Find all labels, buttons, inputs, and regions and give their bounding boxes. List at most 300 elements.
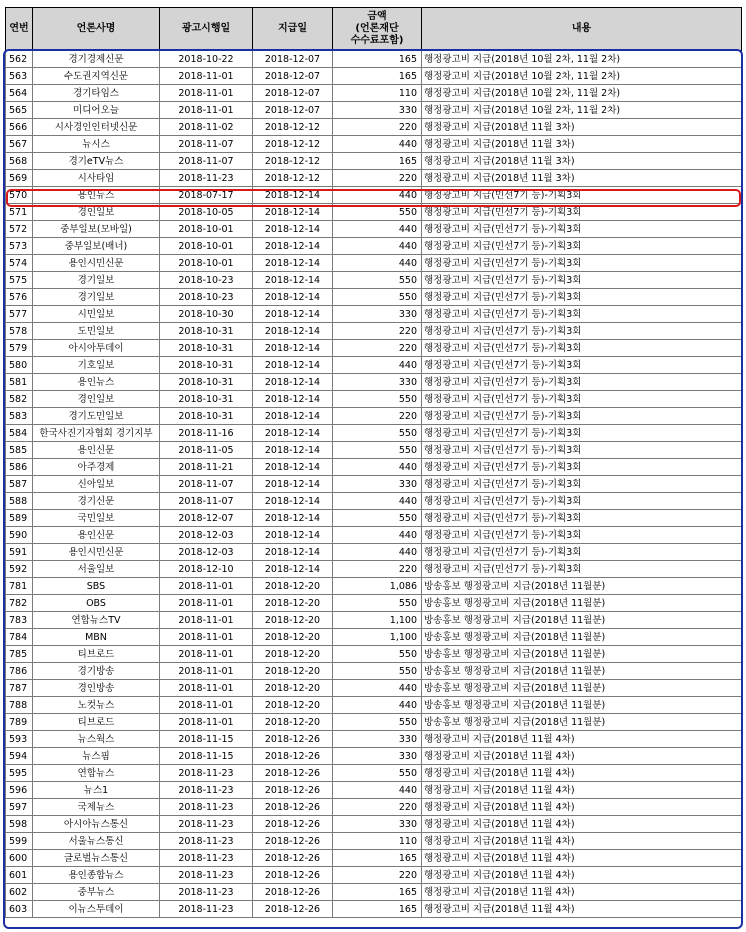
cell-no: 597 <box>6 799 33 816</box>
cell-no: 789 <box>6 714 33 731</box>
cell-amount: 110 <box>333 85 422 102</box>
cell-amount: 440 <box>333 136 422 153</box>
table-row <box>6 799 742 816</box>
cell-amount: 550 <box>333 204 422 221</box>
cell-amount: 550 <box>333 646 422 663</box>
cell-description: 행정광고비 지급(민선7기 등)-기획3회 <box>422 272 742 289</box>
cell-description: 행정광고비 지급(민선7기 등)-기획3회 <box>422 221 742 238</box>
cell-description: 행정광고비 지급(민선7기 등)-기획3회 <box>422 391 742 408</box>
cell-ad-date: 2018-11-01 <box>160 697 253 714</box>
cell-no: 786 <box>6 663 33 680</box>
cell-description: 행정광고비 지급(2018년 11월 4차) <box>422 731 742 748</box>
cell-media-name: 티브로드 <box>33 646 160 663</box>
cell-description: 행정광고비 지급(민선7기 등)-기획3회 <box>422 306 742 323</box>
cell-amount: 330 <box>333 306 422 323</box>
cell-ad-date: 2018-10-31 <box>160 323 253 340</box>
cell-media-name: 아시아투데이 <box>33 340 160 357</box>
cell-pay-date: 2018-12-14 <box>253 391 333 408</box>
cell-ad-date: 2018-11-01 <box>160 612 253 629</box>
cell-amount: 165 <box>333 901 422 918</box>
cell-no: 787 <box>6 680 33 697</box>
cell-description: 행정광고비 지급(민선7기 등)-기획3회 <box>422 255 742 272</box>
cell-media-name: 용인뉴스 <box>33 187 160 204</box>
cell-amount: 550 <box>333 442 422 459</box>
cell-ad-date: 2018-11-01 <box>160 85 253 102</box>
table-row <box>6 255 742 272</box>
cell-ad-date: 2018-10-23 <box>160 272 253 289</box>
cell-no: 572 <box>6 221 33 238</box>
cell-description: 행정광고비 지급(민선7기 등)-기획3회 <box>422 544 742 561</box>
cell-media-name: OBS <box>33 595 160 612</box>
cell-no: 783 <box>6 612 33 629</box>
table-row <box>6 272 742 289</box>
cell-pay-date: 2018-12-20 <box>253 629 333 646</box>
cell-pay-date: 2018-12-14 <box>253 340 333 357</box>
cell-amount: 1,100 <box>333 629 422 646</box>
cell-description: 행정광고비 지급(민선7기 등)-기획3회 <box>422 527 742 544</box>
cell-media-name: 용인시민신문 <box>33 255 160 272</box>
table-row <box>6 170 742 187</box>
table-row <box>6 561 742 578</box>
cell-pay-date: 2018-12-07 <box>253 51 333 68</box>
table-row <box>6 153 742 170</box>
cell-amount: 165 <box>333 51 422 68</box>
cell-description: 행정광고비 지급(민선7기 등)-기획3회 <box>422 340 742 357</box>
table-row <box>6 901 742 918</box>
cell-description: 방송홍보 행정광고비 지급(2018년 11월분) <box>422 663 742 680</box>
table-row <box>6 816 742 833</box>
cell-pay-date: 2018-12-12 <box>253 153 333 170</box>
cell-media-name: 티브로드 <box>33 714 160 731</box>
cell-amount: 220 <box>333 561 422 578</box>
table-row <box>6 459 742 476</box>
cell-amount: 440 <box>333 187 422 204</box>
table-row <box>6 629 742 646</box>
cell-no: 782 <box>6 595 33 612</box>
cell-media-name: MBN <box>33 629 160 646</box>
cell-pay-date: 2018-12-14 <box>253 527 333 544</box>
cell-no: 603 <box>6 901 33 918</box>
cell-amount: 1,100 <box>333 612 422 629</box>
cell-ad-date: 2018-10-22 <box>160 51 253 68</box>
cell-amount: 330 <box>333 476 422 493</box>
cell-media-name: 신아일보 <box>33 476 160 493</box>
cell-amount: 550 <box>333 595 422 612</box>
cell-pay-date: 2018-12-14 <box>253 323 333 340</box>
cell-no: 579 <box>6 340 33 357</box>
cell-amount: 440 <box>333 544 422 561</box>
cell-media-name: 경인방송 <box>33 680 160 697</box>
table-row <box>6 306 742 323</box>
cell-ad-date: 2018-11-23 <box>160 782 253 799</box>
cell-ad-date: 2018-10-01 <box>160 255 253 272</box>
cell-ad-date: 2018-11-15 <box>160 731 253 748</box>
table-row <box>6 425 742 442</box>
cell-ad-date: 2018-11-01 <box>160 68 253 85</box>
cell-pay-date: 2018-12-26 <box>253 782 333 799</box>
cell-no: 580 <box>6 357 33 374</box>
cell-pay-date: 2018-12-26 <box>253 731 333 748</box>
cell-no: 593 <box>6 731 33 748</box>
header-ad-date: 광고시행일 <box>160 8 253 51</box>
cell-ad-date: 2018-11-07 <box>160 493 253 510</box>
cell-media-name: 용인뉴스 <box>33 374 160 391</box>
cell-ad-date: 2018-12-03 <box>160 527 253 544</box>
cell-ad-date: 2018-11-01 <box>160 663 253 680</box>
cell-ad-date: 2018-11-23 <box>160 833 253 850</box>
table-row <box>6 68 742 85</box>
cell-pay-date: 2018-12-14 <box>253 476 333 493</box>
cell-ad-date: 2018-12-07 <box>160 510 253 527</box>
cell-media-name: 수도권지역신문 <box>33 68 160 85</box>
header-media: 언론사명 <box>33 8 160 51</box>
cell-media-name: 용인시민신문 <box>33 544 160 561</box>
cell-media-name: 연합뉴스TV <box>33 612 160 629</box>
cell-ad-date: 2018-11-01 <box>160 595 253 612</box>
cell-description: 행정광고비 지급(2018년 10월 2차, 11월 2차) <box>422 85 742 102</box>
table-row <box>6 510 742 527</box>
ad-expense-table <box>5 7 742 918</box>
cell-pay-date: 2018-12-12 <box>253 136 333 153</box>
cell-no: 788 <box>6 697 33 714</box>
cell-ad-date: 2018-12-10 <box>160 561 253 578</box>
cell-media-name: SBS <box>33 578 160 595</box>
cell-description: 행정광고비 지급(민선7기 등)-기획3회 <box>422 289 742 306</box>
cell-ad-date: 2018-11-16 <box>160 425 253 442</box>
table-row <box>6 646 742 663</box>
cell-description: 행정광고비 지급(2018년 11월 4차) <box>422 816 742 833</box>
cell-amount: 110 <box>333 833 422 850</box>
cell-amount: 220 <box>333 170 422 187</box>
cell-description: 행정광고비 지급(민선7기 등)-기획3회 <box>422 561 742 578</box>
cell-amount: 550 <box>333 714 422 731</box>
cell-ad-date: 2018-10-23 <box>160 289 253 306</box>
cell-pay-date: 2018-12-14 <box>253 255 333 272</box>
cell-ad-date: 2018-11-23 <box>160 901 253 918</box>
cell-amount: 330 <box>333 748 422 765</box>
table-row <box>6 238 742 255</box>
cell-ad-date: 2018-11-07 <box>160 136 253 153</box>
cell-ad-date: 2018-11-02 <box>160 119 253 136</box>
cell-no: 565 <box>6 102 33 119</box>
cell-pay-date: 2018-12-14 <box>253 442 333 459</box>
cell-description: 행정광고비 지급(2018년 10월 2차, 11월 2차) <box>422 51 742 68</box>
cell-amount: 550 <box>333 663 422 680</box>
cell-description: 방송홍보 행정광고비 지급(2018년 11월분) <box>422 697 742 714</box>
cell-pay-date: 2018-12-20 <box>253 714 333 731</box>
cell-media-name: 경인일보 <box>33 204 160 221</box>
cell-no: 568 <box>6 153 33 170</box>
cell-description: 행정광고비 지급(민선7기 등)-기획3회 <box>422 476 742 493</box>
cell-no: 567 <box>6 136 33 153</box>
table-row <box>6 748 742 765</box>
table-row <box>6 612 742 629</box>
cell-description: 방송홍보 행정광고비 지급(2018년 11월분) <box>422 646 742 663</box>
cell-media-name: 용인신문 <box>33 442 160 459</box>
cell-no: 592 <box>6 561 33 578</box>
cell-description: 행정광고비 지급(2018년 11월 4차) <box>422 782 742 799</box>
cell-media-name: 경기일보 <box>33 272 160 289</box>
cell-no: 781 <box>6 578 33 595</box>
cell-pay-date: 2018-12-07 <box>253 102 333 119</box>
cell-description: 행정광고비 지급(2018년 11월 4차) <box>422 799 742 816</box>
cell-ad-date: 2018-11-07 <box>160 476 253 493</box>
cell-no: 595 <box>6 765 33 782</box>
table-row <box>6 391 742 408</box>
cell-no: 574 <box>6 255 33 272</box>
cell-amount: 550 <box>333 765 422 782</box>
cell-ad-date: 2018-11-01 <box>160 102 253 119</box>
cell-pay-date: 2018-12-14 <box>253 238 333 255</box>
table-row <box>6 374 742 391</box>
header-amount <box>333 8 422 51</box>
table-row <box>6 527 742 544</box>
cell-media-name: 아주경제 <box>33 459 160 476</box>
table-row <box>6 187 742 204</box>
cell-pay-date: 2018-12-07 <box>253 85 333 102</box>
table-row <box>6 595 742 612</box>
cell-pay-date: 2018-12-20 <box>253 612 333 629</box>
cell-amount: 165 <box>333 68 422 85</box>
cell-no: 591 <box>6 544 33 561</box>
cell-description: 방송홍보 행정광고비 지급(2018년 11월분) <box>422 595 742 612</box>
cell-no: 602 <box>6 884 33 901</box>
cell-amount: 550 <box>333 289 422 306</box>
cell-pay-date: 2018-12-20 <box>253 595 333 612</box>
cell-pay-date: 2018-12-26 <box>253 816 333 833</box>
cell-amount: 440 <box>333 680 422 697</box>
cell-media-name: 용인종합뉴스 <box>33 867 160 884</box>
cell-amount: 165 <box>333 850 422 867</box>
cell-description: 행정광고비 지급(2018년 11월 3차) <box>422 170 742 187</box>
table-row <box>6 731 742 748</box>
cell-media-name: 서울뉴스통신 <box>33 833 160 850</box>
cell-pay-date: 2018-12-14 <box>253 204 333 221</box>
cell-pay-date: 2018-12-20 <box>253 663 333 680</box>
header-amount-line2: (언론재단 <box>355 23 399 34</box>
cell-description: 방송홍보 행정광고비 지급(2018년 11월분) <box>422 612 742 629</box>
cell-no: 585 <box>6 442 33 459</box>
cell-pay-date: 2018-12-12 <box>253 119 333 136</box>
cell-media-name: 중부뉴스 <box>33 884 160 901</box>
cell-amount: 440 <box>333 527 422 544</box>
cell-description: 방송홍보 행정광고비 지급(2018년 11월분) <box>422 680 742 697</box>
cell-media-name: 경기타임스 <box>33 85 160 102</box>
cell-media-name: 용인신문 <box>33 527 160 544</box>
table-row <box>6 102 742 119</box>
cell-description: 행정광고비 지급(2018년 11월 3차) <box>422 153 742 170</box>
cell-no: 577 <box>6 306 33 323</box>
cell-no: 578 <box>6 323 33 340</box>
cell-pay-date: 2018-12-20 <box>253 680 333 697</box>
cell-media-name: 국민일보 <box>33 510 160 527</box>
cell-pay-date: 2018-12-26 <box>253 748 333 765</box>
cell-no: 584 <box>6 425 33 442</box>
cell-description: 행정광고비 지급(민선7기 등)-기획3회 <box>422 357 742 374</box>
table-header-row <box>6 8 742 51</box>
header-amount-line1: 금액 <box>367 11 387 22</box>
table-row <box>6 340 742 357</box>
header-amount-line3: 수수료포함) <box>350 35 404 46</box>
table-row <box>6 833 742 850</box>
cell-pay-date: 2018-12-14 <box>253 544 333 561</box>
cell-no: 562 <box>6 51 33 68</box>
cell-no: 566 <box>6 119 33 136</box>
cell-media-name: 경기eTV뉴스 <box>33 153 160 170</box>
cell-media-name: 시민일보 <box>33 306 160 323</box>
cell-no: 581 <box>6 374 33 391</box>
cell-amount: 550 <box>333 510 422 527</box>
cell-ad-date: 2018-07-17 <box>160 187 253 204</box>
cell-description: 행정광고비 지급(2018년 11월 3차) <box>422 119 742 136</box>
cell-description: 행정광고비 지급(민선7기 등)-기획3회 <box>422 425 742 442</box>
cell-ad-date: 2018-11-23 <box>160 170 253 187</box>
cell-amount: 550 <box>333 272 422 289</box>
cell-pay-date: 2018-12-14 <box>253 221 333 238</box>
cell-amount: 440 <box>333 459 422 476</box>
cell-ad-date: 2018-10-05 <box>160 204 253 221</box>
cell-media-name: 아시아뉴스통신 <box>33 816 160 833</box>
cell-media-name: 경기경제신문 <box>33 51 160 68</box>
cell-ad-date: 2018-11-23 <box>160 850 253 867</box>
cell-amount: 1,086 <box>333 578 422 595</box>
cell-ad-date: 2018-11-01 <box>160 578 253 595</box>
cell-no: 598 <box>6 816 33 833</box>
cell-media-name: 미디어오늘 <box>33 102 160 119</box>
cell-description: 행정광고비 지급(민선7기 등)-기획3회 <box>422 459 742 476</box>
cell-description: 방송홍보 행정광고비 지급(2018년 11월분) <box>422 629 742 646</box>
cell-pay-date: 2018-12-14 <box>253 187 333 204</box>
cell-pay-date: 2018-12-26 <box>253 850 333 867</box>
cell-amount: 330 <box>333 374 422 391</box>
cell-pay-date: 2018-12-26 <box>253 867 333 884</box>
cell-no: 785 <box>6 646 33 663</box>
cell-ad-date: 2018-10-31 <box>160 374 253 391</box>
cell-pay-date: 2018-12-20 <box>253 697 333 714</box>
cell-pay-date: 2018-12-14 <box>253 493 333 510</box>
table-row <box>6 85 742 102</box>
cell-amount: 440 <box>333 238 422 255</box>
table-row <box>6 782 742 799</box>
cell-media-name: 글로벌뉴스통신 <box>33 850 160 867</box>
table-row <box>6 204 742 221</box>
cell-no: 590 <box>6 527 33 544</box>
cell-media-name: 뉴스1 <box>33 782 160 799</box>
cell-ad-date: 2018-11-05 <box>160 442 253 459</box>
cell-amount: 220 <box>333 323 422 340</box>
cell-description: 행정광고비 지급(민선7기 등)-기획3회 <box>422 323 742 340</box>
cell-description: 행정광고비 지급(민선7기 등)-기획3회 <box>422 442 742 459</box>
cell-description: 행정광고비 지급(2018년 11월 4차) <box>422 748 742 765</box>
cell-no: 601 <box>6 867 33 884</box>
cell-description: 행정광고비 지급(민선7기 등)-기획3회 <box>422 408 742 425</box>
cell-ad-date: 2018-11-21 <box>160 459 253 476</box>
cell-media-name: 서울일보 <box>33 561 160 578</box>
cell-ad-date: 2018-12-03 <box>160 544 253 561</box>
cell-media-name: 기호일보 <box>33 357 160 374</box>
cell-description: 행정광고비 지급(2018년 11월 3차) <box>422 136 742 153</box>
cell-no: 784 <box>6 629 33 646</box>
cell-pay-date: 2018-12-14 <box>253 357 333 374</box>
cell-pay-date: 2018-12-14 <box>253 306 333 323</box>
cell-media-name: 경기도민일보 <box>33 408 160 425</box>
cell-amount: 165 <box>333 884 422 901</box>
cell-amount: 550 <box>333 425 422 442</box>
cell-amount: 440 <box>333 782 422 799</box>
cell-media-name: 도민일보 <box>33 323 160 340</box>
cell-amount: 220 <box>333 408 422 425</box>
cell-media-name: 중부일보(배너) <box>33 238 160 255</box>
table-row <box>6 544 742 561</box>
cell-ad-date: 2018-10-01 <box>160 238 253 255</box>
cell-amount: 220 <box>333 799 422 816</box>
table-row <box>6 408 742 425</box>
table-row <box>6 714 742 731</box>
cell-description: 행정광고비 지급(2018년 10월 2차, 11월 2차) <box>422 102 742 119</box>
cell-pay-date: 2018-12-14 <box>253 289 333 306</box>
cell-no: 599 <box>6 833 33 850</box>
cell-media-name: 이뉴스투데이 <box>33 901 160 918</box>
cell-no: 587 <box>6 476 33 493</box>
table-row <box>6 884 742 901</box>
cell-pay-date: 2018-12-26 <box>253 901 333 918</box>
cell-no: 576 <box>6 289 33 306</box>
cell-pay-date: 2018-12-26 <box>253 833 333 850</box>
cell-media-name: 한국사진기자협회 경기지부 <box>33 425 160 442</box>
table-row <box>6 51 742 68</box>
table-row <box>6 663 742 680</box>
cell-no: 575 <box>6 272 33 289</box>
cell-description: 행정광고비 지급(민선7기 등)-기획3회 <box>422 187 742 204</box>
cell-ad-date: 2018-10-31 <box>160 391 253 408</box>
cell-pay-date: 2018-12-14 <box>253 408 333 425</box>
cell-no: 583 <box>6 408 33 425</box>
table-row <box>6 680 742 697</box>
cell-amount: 220 <box>333 340 422 357</box>
cell-no: 594 <box>6 748 33 765</box>
cell-amount: 440 <box>333 357 422 374</box>
cell-description: 행정광고비 지급(2018년 11월 4차) <box>422 850 742 867</box>
cell-ad-date: 2018-11-01 <box>160 714 253 731</box>
cell-no: 569 <box>6 170 33 187</box>
cell-no: 589 <box>6 510 33 527</box>
cell-media-name: 시사경인인터넷신문 <box>33 119 160 136</box>
cell-pay-date: 2018-12-14 <box>253 425 333 442</box>
table-row <box>6 493 742 510</box>
cell-ad-date: 2018-10-30 <box>160 306 253 323</box>
table-row <box>6 442 742 459</box>
cell-no: 600 <box>6 850 33 867</box>
table-row <box>6 578 742 595</box>
table-row <box>6 221 742 238</box>
cell-description: 행정광고비 지급(민선7기 등)-기획3회 <box>422 493 742 510</box>
cell-description: 행정광고비 지급(2018년 11월 4차) <box>422 765 742 782</box>
ad-expense-document <box>5 7 741 918</box>
table-row <box>6 357 742 374</box>
cell-ad-date: 2018-10-31 <box>160 357 253 374</box>
cell-media-name: 경기방송 <box>33 663 160 680</box>
cell-media-name: 경기신문 <box>33 493 160 510</box>
cell-pay-date: 2018-12-14 <box>253 561 333 578</box>
table-row <box>6 850 742 867</box>
cell-ad-date: 2018-11-23 <box>160 884 253 901</box>
cell-description: 행정광고비 지급(민선7기 등)-기획3회 <box>422 374 742 391</box>
cell-pay-date: 2018-12-12 <box>253 170 333 187</box>
table-body <box>6 51 742 918</box>
cell-amount: 440 <box>333 221 422 238</box>
cell-media-name: 뉴스웍스 <box>33 731 160 748</box>
cell-ad-date: 2018-11-01 <box>160 680 253 697</box>
